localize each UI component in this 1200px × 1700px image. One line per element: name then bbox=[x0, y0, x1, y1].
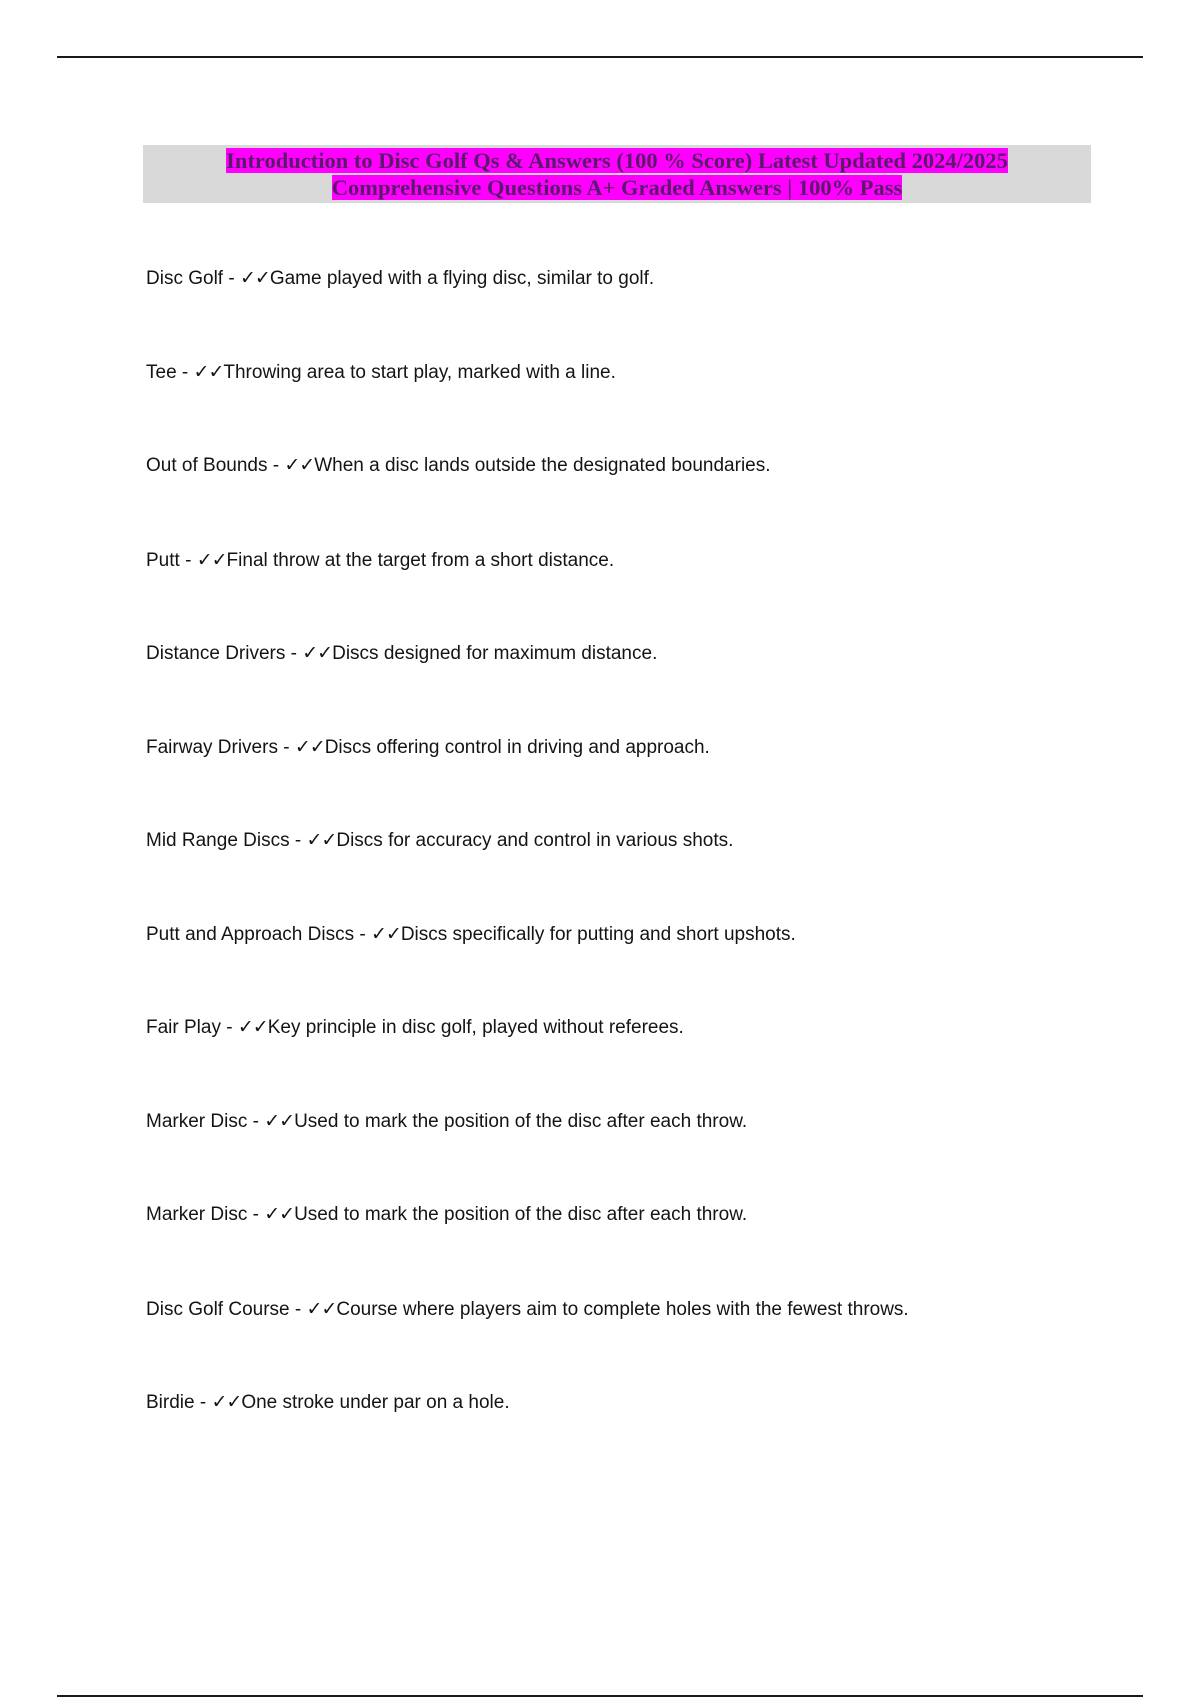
qa-separator: - bbox=[179, 549, 197, 571]
qa-definition: Throwing area to start play, marked with a line. bbox=[223, 362, 616, 384]
checkmark-icon: ✓✓ bbox=[302, 641, 333, 664]
checkmark-icon: ✓✓ bbox=[264, 1110, 295, 1133]
qa-definition: Key principle in disc golf, played without referees. bbox=[267, 1017, 684, 1039]
checkmark-icon: ✓✓ bbox=[237, 1016, 268, 1039]
qa-definition: Game played with a flying disc, similar to golf. bbox=[269, 268, 655, 289]
top-rule bbox=[57, 56, 1143, 58]
title-line-1: Introduction to Disc Golf Qs & Answers (100 % Score) Latest Updated 2024/2025 bbox=[226, 148, 1008, 173]
checkmark-icon: ✓✓ bbox=[294, 735, 325, 758]
checkmark-icon: ✓✓ bbox=[239, 267, 270, 289]
qa-term: Marker Disc bbox=[146, 1204, 248, 1226]
qa-item bbox=[146, 449, 1146, 543]
qa-separator: - bbox=[220, 1017, 238, 1039]
qa-separator: - bbox=[176, 362, 194, 384]
qa-separator: - bbox=[277, 736, 295, 758]
qa-separator: - bbox=[223, 268, 240, 289]
qa-separator: - bbox=[194, 1391, 212, 1413]
qa-item bbox=[146, 1011, 1146, 1105]
qa-term: Putt and Approach Discs bbox=[146, 924, 355, 946]
qa-item bbox=[146, 1198, 1146, 1292]
qa-item bbox=[146, 637, 1146, 731]
checkmark-icon: ✓✓ bbox=[193, 361, 224, 384]
qa-definition: Used to mark the position of the disc after each throw. bbox=[294, 1204, 748, 1226]
qa-separator: - bbox=[267, 455, 285, 477]
qa-definition: Used to mark the position of the disc after each throw. bbox=[294, 1111, 748, 1133]
title-line-2: Comprehensive Questions A+ Graded Answers | 100% Pass bbox=[331, 175, 903, 200]
qa-term: Mid Range Discs bbox=[146, 829, 290, 851]
qa-term: Birdie bbox=[146, 1391, 195, 1413]
qa-item bbox=[146, 356, 1146, 449]
qa-item bbox=[146, 1105, 1146, 1198]
qa-item bbox=[146, 1386, 1146, 1480]
qa-term: Distance Drivers bbox=[146, 642, 286, 664]
qa-definition: Discs offering control in driving and approach. bbox=[324, 736, 710, 758]
qa-definition: When a disc lands outside the designated boundaries. bbox=[314, 455, 771, 477]
checkmark-icon: ✓✓ bbox=[370, 923, 401, 946]
document-title bbox=[143, 145, 1091, 203]
qa-separator: - bbox=[247, 1204, 265, 1226]
qa-separator: - bbox=[285, 642, 303, 664]
qa-item bbox=[146, 262, 1146, 356]
qa-term: Disc Golf Course bbox=[146, 1298, 290, 1320]
qa-list bbox=[146, 262, 1146, 1480]
qa-item bbox=[146, 824, 1146, 918]
qa-definition: Discs for accuracy and control in various shots. bbox=[336, 829, 734, 851]
qa-term: Putt bbox=[146, 549, 180, 571]
bottom-rule bbox=[57, 1695, 1143, 1697]
qa-item bbox=[146, 1293, 1146, 1386]
qa-separator: - bbox=[354, 924, 371, 946]
checkmark-icon: ✓✓ bbox=[306, 828, 337, 851]
qa-term: Out of Bounds bbox=[146, 455, 268, 477]
checkmark-icon: ✓✓ bbox=[284, 454, 315, 477]
checkmark-icon: ✓✓ bbox=[196, 548, 227, 571]
checkmark-icon: ✓✓ bbox=[306, 1297, 337, 1320]
qa-definition: One stroke under par on a hole. bbox=[241, 1391, 510, 1413]
qa-item bbox=[146, 731, 1146, 824]
qa-definition: Final throw at the target from a short distance. bbox=[226, 549, 615, 571]
qa-term: Disc Golf bbox=[146, 268, 224, 289]
qa-definition: Course where players aim to complete holes with the fewest throws. bbox=[336, 1298, 909, 1320]
qa-item bbox=[146, 544, 1146, 637]
qa-separator: - bbox=[289, 1298, 307, 1320]
qa-term: Tee bbox=[146, 362, 177, 384]
checkmark-icon: ✓✓ bbox=[211, 1390, 242, 1413]
checkmark-icon: ✓✓ bbox=[264, 1203, 295, 1226]
qa-item bbox=[146, 918, 1146, 1011]
qa-term: Marker Disc bbox=[146, 1111, 248, 1133]
qa-term: Fair Play bbox=[146, 1017, 221, 1039]
qa-definition: Discs designed for maximum distance. bbox=[332, 642, 658, 664]
qa-separator: - bbox=[247, 1111, 265, 1133]
qa-separator: - bbox=[289, 829, 307, 851]
qa-term: Fairway Drivers bbox=[146, 736, 278, 758]
qa-definition: Discs specifically for putting and short upshots. bbox=[400, 924, 796, 946]
